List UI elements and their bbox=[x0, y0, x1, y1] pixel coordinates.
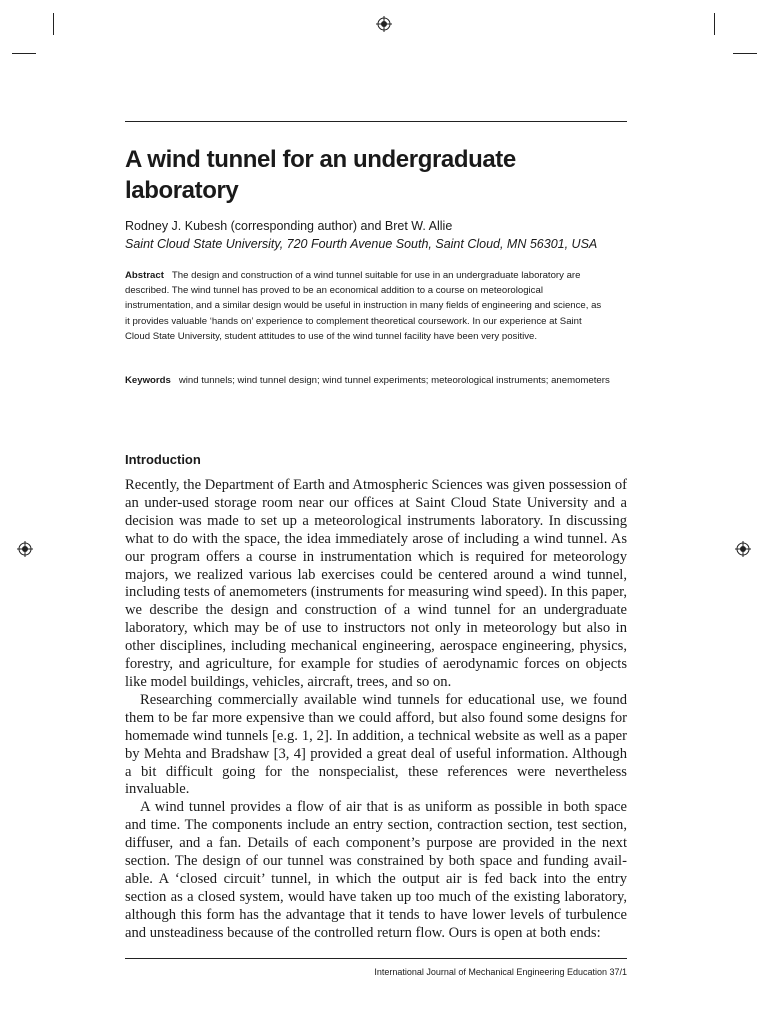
crop-mark-top-left bbox=[53, 13, 54, 35]
journal-footer: International Journal of Mechanical Engineering Education 37/1 bbox=[374, 967, 627, 977]
keywords-text: wind tunnels; wind tunnel design; wind tunnel experiments; meteorological instruments; anemometers bbox=[178, 375, 610, 386]
abstract-label: Abstract bbox=[125, 270, 164, 281]
keywords-block bbox=[125, 373, 615, 388]
article-affiliation: Saint Cloud State University, 720 Fourth Avenue South, Saint Cloud, MN 56301, USA bbox=[125, 237, 598, 251]
article-title: A wind tunnel for an undergraduate laboratory bbox=[125, 146, 516, 204]
body-paragraph: A wind tunnel provides a flow of air that is as uniform as possible in both space and time. The components include an entry section, contraction section, test section, diffuser, and a fan. Details of each component’s purpose are provided in the next section. The design of our tunnel was constrained by both space and funding available. A ‘closed circuit’ tunnel, in which the output air is fed back into the entry section as a closed system, would have taken up too much of the existing laboratory, although this form has the advantage that it tends to have lower levels of turbulence and unsteadiness because of the controlled return flow. Ours is open at both ends: bbox=[125, 799, 627, 941]
top-rule bbox=[125, 121, 627, 122]
registration-mark-right-icon bbox=[735, 541, 751, 557]
abstract-block bbox=[125, 268, 607, 344]
crop-mark-left-top bbox=[12, 53, 36, 54]
keywords-label: Keywords bbox=[125, 375, 171, 386]
abstract-text: The design and construction of a wind tunnel suitable for use in an undergraduate laboratory are described. The wind tunnel has proved to be an economical addition to a course on meteorological instrumentation, and a similar design would be useful in instruction in many fields of engineering and science, as it provides valuable ‘hands on’ experience to complement theoretical coursework. In our experience at Saint Cloud State University, student attitudes to use of the wind tunnel facility have been very positive. bbox=[125, 270, 602, 342]
section-heading-introduction: Introduction bbox=[125, 452, 201, 467]
crop-mark-right-top bbox=[733, 53, 757, 54]
introduction-body bbox=[125, 477, 627, 943]
body-paragraph: Researching commercially available wind tunnels for educational use, we found them to be far more expensive than we could afford, but also found some designs for homemade wind tunnels [e.g. 1, 2]. In addition, a technical website as well as a paper by Mehta and Bradshaw [3, 4] provided a great deal of useful information. Although a bit difficult going for the nonspecialist, these references were nevertheless invaluable. bbox=[125, 691, 627, 798]
crop-mark-top-right bbox=[714, 13, 715, 35]
body-paragraph: Recently, the Department of Earth and Atmospheric Sciences was given possession of an under-used storage room near our offices at Saint Cloud State University and a decision was made to set up a meteorological instruments laboratory. In discussing what to do with the space, the idea immediately arose of including a wind tunnel. As our program offers a course in instrumentation which is required for meteorology majors, we realized various lab exercises could be centered around a wind tunnel, including tests of anemometers (instruments for measuring wind speed). In this paper, we describe the design and construction of a wind tunnel for an undergraduate laboratory, which may be of use to instructors not only in meteorology but also in other disciplines, including mechanical engineering, aerospace engineering, physics, forestry, and agriculture, for example for studies of aerodynamic forces on objects like model buildings, vehicles, aircraft, trees, and so on. bbox=[125, 477, 627, 690]
footer-rule bbox=[125, 958, 627, 959]
registration-mark-left-icon bbox=[17, 541, 33, 557]
registration-mark-top-icon bbox=[376, 16, 392, 32]
article-authors: Rodney J. Kubesh (corresponding author) and Bret W. Allie bbox=[125, 219, 453, 233]
